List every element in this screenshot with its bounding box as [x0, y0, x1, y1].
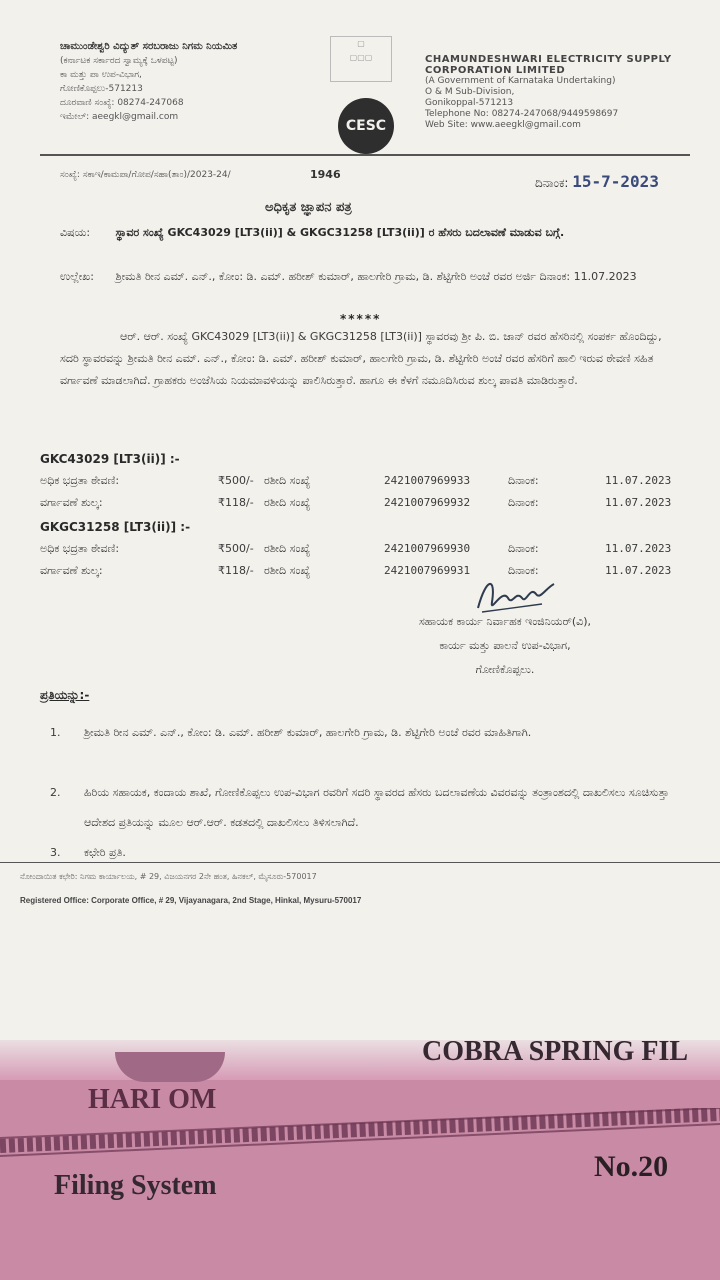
- letterhead-english: [425, 54, 685, 131]
- fee-label: ಅಧಿಕ ಭದ್ರತಾ ಠೇವಣಿ:: [40, 474, 120, 487]
- copies-heading: ಪ್ರತಿಯನ್ನು:-: [40, 688, 90, 702]
- cesc-logo: CESC: [338, 98, 394, 154]
- subject-block: [60, 222, 680, 244]
- folder-system: Filing System: [54, 1170, 217, 1201]
- org-line3: Gonikoppal-571213: [425, 98, 514, 108]
- folder-brand: COBRA SPRING FIL: [422, 1036, 689, 1067]
- copy-number: 3.: [50, 846, 61, 859]
- header-divider: [40, 154, 690, 156]
- folder-emblem: [115, 1052, 225, 1082]
- account-2-row-2: [40, 564, 672, 584]
- fee-label: ವರ್ಗಾವಣೆ ಶುಲ್ಕ:: [40, 496, 103, 509]
- fee-label: ವರ್ಗಾವಣೆ ಶುಲ್ಕ:: [40, 564, 103, 577]
- account-1-heading: GKC43029 [LT3(ii)] :-: [40, 452, 180, 466]
- footer-divider: [0, 862, 720, 863]
- receipt-date: 11.07.2023: [605, 474, 672, 487]
- org-line1: (A Government of Karnataka Undertaking): [425, 76, 616, 86]
- reference-label: ಉಲ್ಲೇಖ:: [60, 270, 94, 283]
- receipt-date: 11.07.2023: [605, 564, 672, 577]
- date-label: ದಿನಾಂಕ:: [508, 474, 539, 487]
- document-title: ಅಧಿಕೃತ ಜ್ಞಾಪನ ಪತ್ರ: [265, 200, 352, 215]
- letterhead-email: ಇಮೇಲ್: aeegkl@gmail.com: [60, 112, 179, 122]
- copy-number: 1.: [50, 726, 61, 739]
- footer-kannada: ನೋಂದಾಯಿತ ಕಛೇರಿ: ನಿಗಮ ಕಾರ್ಯಾಲಯ, # 29, ವಿಜಯನಗರ 2ನೇ ಹಂತ, ಹಿನಕಲ್, ಮೈಸೂರು-570017: [20, 872, 317, 881]
- date-label: ದಿನಾಂಕ:: [535, 176, 569, 190]
- copy-text: ಹಿರಿಯ ಸಹಾಯಕ, ಕಂದಾಯ ಶಾಖೆ, ಗೋಣಿಕೊಪ್ಪಲು ಉಪ-ವಿಭಾಗ ರವರಿಗೆ ಸದರಿ ಸ್ಥಾವರದ ಹೆಸರು ಬದಲಾವಣೆಯ ವಿವರವನ್ನು ತಂತ್ರಾಂಶದಲ್ಲಿ ದಾಖಲಿಸಲು ಸೂಚಿಸುತ್ತಾ ಆದೇಶದ ಪ್ರತಿಯನ್ನು ಮೂಲ ಆರ್.ಆರ್. ಕಡತದಲ್ಲಿ ದಾಖಲಿಸಲು ತಿಳಿಸಲಾಗಿದೆ.: [84, 786, 670, 829]
- account-1-row-2: [40, 496, 672, 516]
- receipt-date: 11.07.2023: [605, 496, 672, 509]
- date-value: 15-7-2023: [572, 172, 659, 191]
- signatory-line1: ಸಹಾಯಕ ಕಾರ್ಯ ನಿರ್ವಾಹಕ ಇಂಜಿನಿಯರ್(ವಿ),: [418, 615, 592, 628]
- fee-amount: ₹118/-: [218, 496, 254, 509]
- fee-amount: ₹118/-: [218, 564, 254, 577]
- receipt-number: 2421007969931: [384, 564, 471, 577]
- signatory-block: [330, 610, 680, 682]
- fee-amount: ₹500/-: [218, 474, 254, 487]
- receipt-label: ರಶೀದಿ ಸಂಖ್ಯೆ: [264, 474, 311, 487]
- reference-block: [60, 266, 680, 288]
- org-website: Web Site: www.aeegkl@gmail.com: [425, 120, 581, 130]
- org-telephone: Telephone No: 08274-247068/9449598697: [425, 109, 619, 119]
- receipt-number: 2421007969932: [384, 496, 471, 509]
- account-2-heading: GKGC31258 [LT3(ii)] :-: [40, 520, 191, 534]
- inward-stamp: ▢ ▢▢▢: [330, 36, 392, 82]
- folder-maker: HARI OM: [88, 1084, 217, 1115]
- copy-number: 2.: [50, 786, 61, 799]
- reference-number: 1946: [310, 168, 341, 181]
- letter-date: [535, 172, 659, 191]
- receipt-label: ರಶೀದಿ ಸಂಖ್ಯೆ: [264, 564, 311, 577]
- folder-number: No.20: [594, 1150, 669, 1183]
- reference-text: ಶ್ರೀಮತಿ ರೀನ ಎಮ್. ಎನ್., ಕೋಂ: ಡಿ. ಎಮ್. ಹರೀಶ್ ಕುಮಾರ್, ಹಾಲಗೇರಿ ಗ್ರಾಮ, ಡಿ. ಶೆಟ್ಟಿಗೇರಿ ಅಂಚೆ ರವರ ಅರ್ಜಿ ದಿನಾಂಕ: 11.07.2023: [115, 270, 637, 283]
- account-1-row-1: [40, 474, 672, 494]
- receipt-label: ರಶೀದಿ ಸಂಖ್ಯೆ: [264, 542, 311, 555]
- letterhead-kannada: ಚಾಮುಂಡೇಶ್ವರಿ ವಿದ್ಯುತ್ ಸರಬರಾಜು ನಿಗಮ ನಿಯಮಿತ (ಕರ್ನಾಟಕ ಸರ್ಕಾರದ ಸ್ವಾಮ್ಯಕ್ಕೆ ಒಳಪಟ್ಟ) ಕಾ ಮತ್ತು ಪಾ ಉಪ-ವಿಭಾಗ, ಗೋಣಿಕೊಪ್ಪಲು-571213 ದೂರವಾಣಿ ಸಂಖ್ಯೆ: 08274-247068 ಇಮೇಲ್: aeegkl@gmail.com: [60, 40, 300, 124]
- account-2-row-1: [40, 542, 672, 562]
- reference-line: ಸಂಖ್ಯೆ: ಸಕಾಇ/ಕಾಮಪಾ/ಗೋಪ/ಸಹಾ(ತಾಂ)/2023-24/: [60, 170, 231, 180]
- signatory-line3: ಗೋಣಿಕೊಪ್ಪಲು.: [475, 663, 535, 676]
- receipt-number: 2421007969933: [384, 474, 471, 487]
- org-line2: O & M Sub-Division,: [425, 87, 515, 97]
- receipt-number: 2421007969930: [384, 542, 471, 555]
- subject-label: ವಿಷಯ:: [60, 226, 91, 239]
- date-label: ದಿನಾಂಕ:: [508, 564, 539, 577]
- receipt-date: 11.07.2023: [605, 542, 672, 555]
- footer-registered-office: Registered Office: Corporate Office, # 29, Vijayanagara, 2nd Stage, Hinkal, Mysuru-570017: [20, 896, 362, 905]
- copy-text: ಕಛೇರಿ ಪ್ರತಿ.: [84, 846, 126, 859]
- receipt-label: ರಶೀದಿ ಸಂಖ್ಯೆ: [264, 496, 311, 509]
- fee-amount: ₹500/-: [218, 542, 254, 555]
- body-paragraph: ಆರ್. ಆರ್. ಸಂಖ್ಯೆ GKC43029 [LT3(ii)] & GKGC31258 [LT3(ii)] ಸ್ಥಾವರವು ಶ್ರೀ ಪಿ. ಬಿ. ಜಾನ್ ರವರ ಹೆಸರಿನಲ್ಲಿ ಸಂಪರ್ಕ ಹೊಂದಿದ್ದು, ಸದರಿ ಸ್ಥಾವರವನ್ನು ಶ್ರೀಮತಿ ರೀನ ಎಮ್. ಎನ್., ಕೋಂ: ಡಿ. ಎಮ್. ಹರೀಶ್ ಕುಮಾರ್, ಹಾಲಗೇರಿ ಗ್ರಾಮ, ಡಿ. ಶೆಟ್ಟಿಗೇರಿ ಅಂಚೆ ರವರ ಹೆಸರಿಗೆ ಹಾಲಿ ಇರುವ ಠೇವಣಿ ಸಹಿತ ವರ್ಗಾವಣೆ ಮಾಡಲಾಗಿದೆ. ಗ್ರಾಹಕರು ಅಂಜೆಸಿಯ ನಿಯಮಾವಳಿಯನ್ನು ಪಾಲಿಸಿರುತ್ತಾರೆ. ಹಾಗೂ ಈ ಕೆಳಗೆ ನಮೂದಿಸಿರುವ ಶುಲ್ಕ ಪಾವತಿ ಮಾಡಿರುತ್ತಾರೆ.: [60, 330, 662, 387]
- separator-stars: *****: [340, 312, 382, 326]
- date-label: ದಿನಾಂಕ:: [508, 496, 539, 509]
- subject-text: ಸ್ಥಾವರ ಸಂಖ್ಯೆ GKC43029 [LT3(ii)] & GKGC31258 [LT3(ii)] ರ ಹೆಸರು ಬದಲಾವಣೆ ಮಾಡುವ ಬಗ್ಗೆ.: [115, 226, 565, 239]
- date-label: ದಿನಾಂಕ:: [508, 542, 539, 555]
- signatory-line2: ಕಾರ್ಯ ಮತ್ತು ಪಾಲನೆ ಉಪ-ವಿಭಾಗ,: [439, 639, 571, 652]
- org-name: CHAMUNDESHWARI ELECTRICITY SUPPLY CORPORATION LIMITED: [425, 54, 672, 76]
- copy-text: ಶ್ರೀಮತಿ ರೀನ ಎಮ್. ಎನ್., ಕೋಂ: ಡಿ. ಎಮ್. ಹರೀಶ್ ಕುಮಾರ್, ಹಾಲಗೇರಿ ಗ್ರಾಮ, ಡಿ. ಶೆಟ್ಟಿಗೇರಿ ಅಂಚೆ ರವರ ಮಾಹಿತಿಗಾಗಿ.: [84, 726, 532, 739]
- fee-label: ಅಧಿಕ ಭದ್ರತಾ ಠೇವಣಿ:: [40, 542, 120, 555]
